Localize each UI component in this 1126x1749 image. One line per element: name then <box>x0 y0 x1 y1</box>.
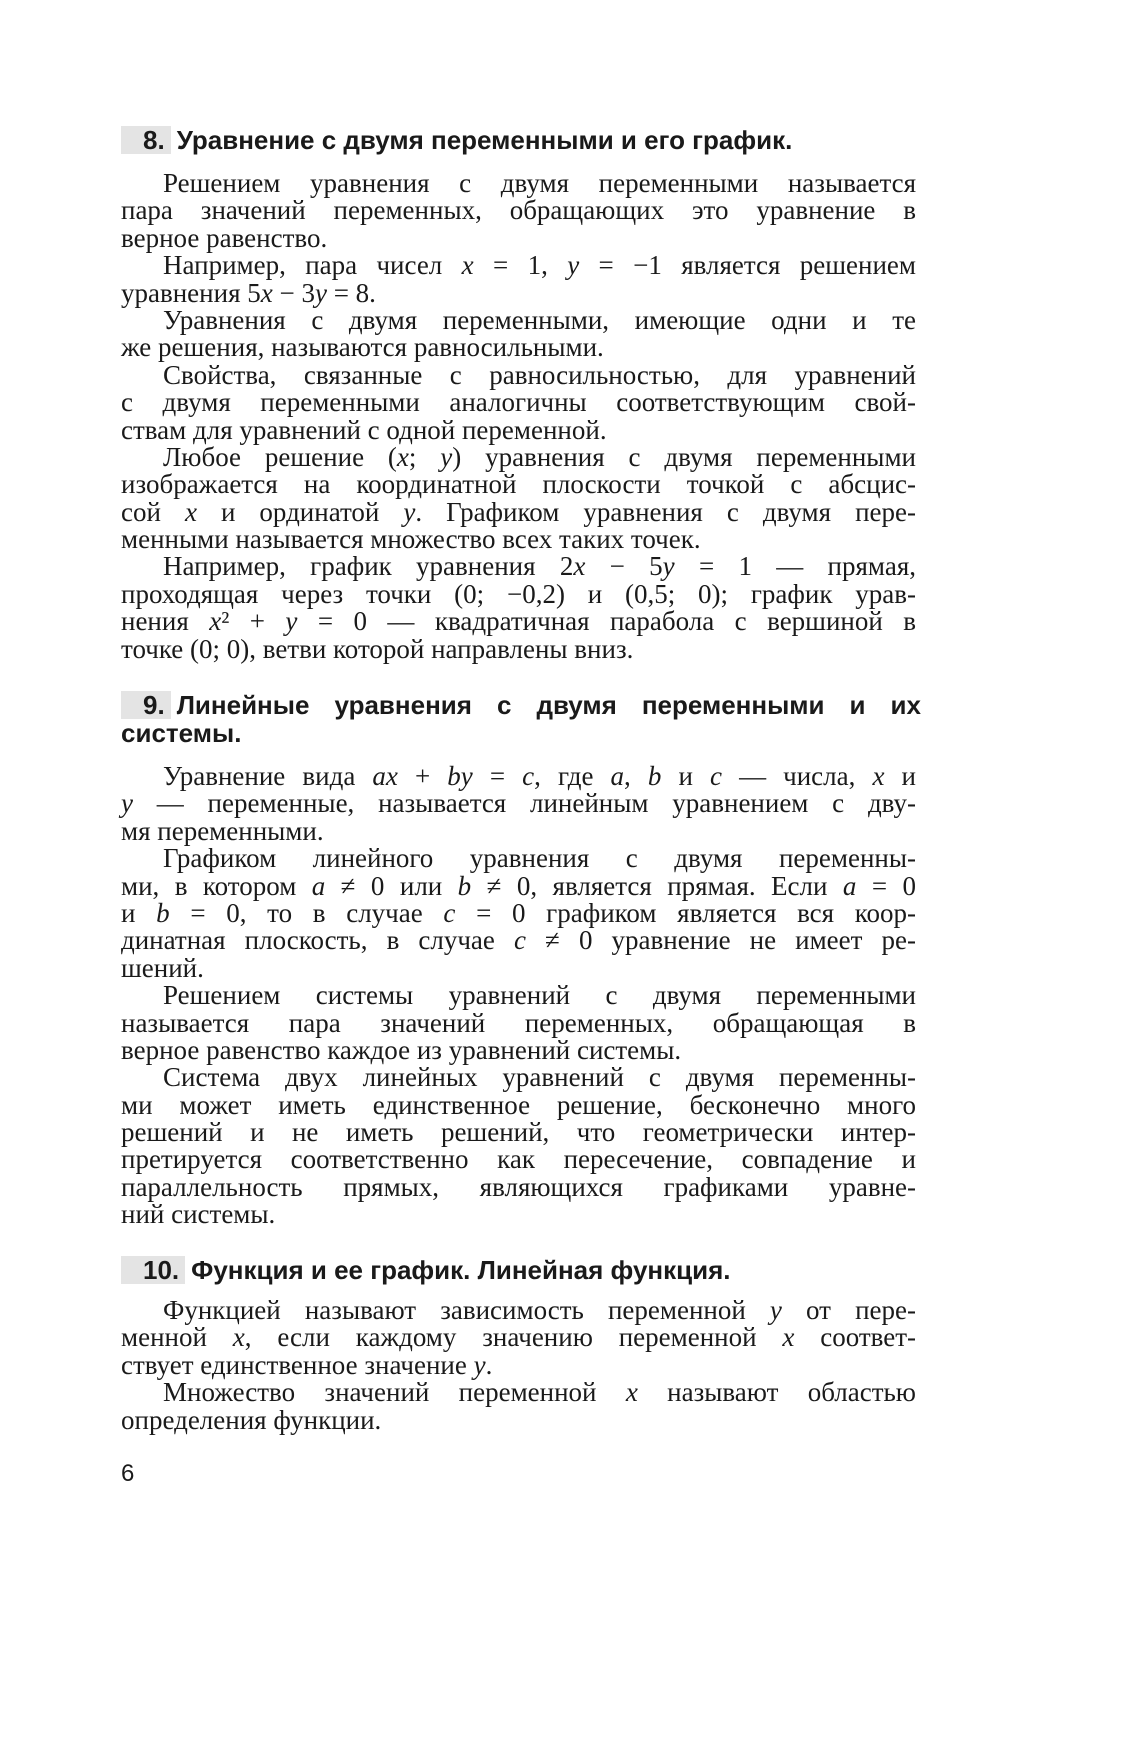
math-variable: y <box>121 788 133 819</box>
math-variable: c <box>522 761 535 791</box>
text-line: параллельность прямых, являющихся графиками уравне- <box>121 1171 916 1202</box>
math-variable: c <box>443 897 456 928</box>
text-line: ми, в котором a ≠ 0 или b ≠ 0, является прямая. Если a = 0 <box>121 870 916 901</box>
section-title: Уравнение с двумя переменными и его график. <box>176 125 793 155</box>
text-line: Уравнение вида ax + by = c, где a, b и c — числа, x и <box>163 761 916 791</box>
text-line: называется пара значений переменных, обращающая в <box>121 1007 916 1038</box>
text-line: Например, пара чисел x = 1, y = −1 является решением <box>163 250 917 281</box>
paragraph <box>121 359 916 445</box>
text-line: Уравнения с двумя переменными, имеющие одни и те <box>163 304 916 335</box>
text-line: претируется соответственно как пересечение, совпадение и <box>121 1144 916 1175</box>
math-variable: a <box>311 870 326 901</box>
math-variable: x <box>209 606 222 637</box>
math-variable: b <box>647 761 662 791</box>
math-variable: a <box>842 870 857 901</box>
text-line: Система двух линейных уравнений с двумя переменны- <box>163 1062 916 1093</box>
section-number: 8. <box>121 126 171 154</box>
text-line: Любое решение (x; y) уравнения с двумя переменными <box>163 441 916 472</box>
text-line: сой x и ординатой y. Графиком уравнения с двумя пере- <box>121 496 916 527</box>
text-line: Множество значений переменной x называют областью <box>163 1377 916 1408</box>
math-variable: x <box>872 761 885 791</box>
text-line: же решения, называются равносильными. <box>121 332 604 363</box>
text-line: Решением уравнения с двумя переменными называется <box>163 168 916 198</box>
section-10-body <box>121 1297 916 1434</box>
text-line: точке (0; 0), ветви которой направлены вниз. <box>121 633 634 664</box>
section-title-line <box>121 126 921 154</box>
paragraph <box>121 1379 916 1434</box>
math-variable: b <box>457 870 472 901</box>
math-variable: by <box>447 761 473 791</box>
math-variable: x <box>396 441 409 472</box>
math-variable: a <box>610 761 625 791</box>
math-variable: x <box>184 496 197 527</box>
section-8-heading <box>121 126 921 154</box>
math-variable: x <box>782 1322 795 1353</box>
text-line: определения функции. <box>121 1404 382 1435</box>
paragraph <box>121 845 916 982</box>
math-variable: x <box>232 1322 245 1353</box>
text-line: и b = 0, то в случае c = 0 графиком является вся коор- <box>121 897 917 928</box>
text-line: Графиком линейного уравнения с двумя переменны- <box>163 843 916 874</box>
text-line: Решением системы уравнений с двумя переменными <box>163 980 916 1011</box>
paragraph <box>121 1064 916 1228</box>
section-title-line <box>121 719 921 747</box>
math-variable: x <box>461 250 474 281</box>
text-line: ний системы. <box>121 1199 276 1230</box>
text-line: менными называется множество всех таких точек. <box>121 524 701 555</box>
text-line: динатная плоскость, в случае c ≠ 0 уравнение не имеет ре- <box>121 925 917 956</box>
paragraph <box>121 252 916 307</box>
section-title: Функция и ее график. Линейная функция. <box>191 1255 731 1285</box>
text-line: с двумя переменными аналогичны соответствующим свой- <box>121 387 916 418</box>
math-variable: y <box>440 441 453 472</box>
text-line: верное равенство каждое из уравнений системы. <box>121 1034 682 1065</box>
math-variable: ax <box>372 761 398 791</box>
math-variable: c <box>710 761 722 791</box>
section-8-body <box>121 170 916 663</box>
math-variable: y <box>769 1295 782 1325</box>
section-9-body <box>121 763 916 1229</box>
section-10-heading <box>121 1256 921 1284</box>
text-line: ми может иметь единственное решение, бесконечно много <box>121 1089 916 1120</box>
text-line: изображается на координатной плоскости точкой с абсцис- <box>121 469 916 500</box>
math-variable: x <box>573 551 586 582</box>
section-number: 10. <box>121 1256 185 1284</box>
math-variable: c <box>513 925 526 956</box>
text-line: нения x² + y = 0 — квадратичная парабола с вершиной в <box>121 606 916 637</box>
paragraph <box>121 763 916 845</box>
page-number: 6 <box>121 1460 135 1487</box>
text-line: Например, график уравнения 2x − 5y = 1 — прямая, <box>163 551 916 582</box>
text-line: уравнения 5x − 3y = 8. <box>121 277 376 308</box>
math-variable: y <box>567 250 580 281</box>
text-line: шений. <box>121 952 204 983</box>
math-variable: x <box>260 277 273 308</box>
section-title: Линейные уравнения с двумя переменными и их <box>176 690 921 720</box>
math-variable: y <box>403 496 416 527</box>
section-title-line <box>121 691 921 719</box>
text-line: проходящая через точки (0; −0,2) и (0,5; 0); график урав- <box>121 578 916 609</box>
paragraph <box>121 553 916 663</box>
text-line: пара значений переменных, обращающих это уравнение в <box>121 195 916 226</box>
text-line: верное равенство. <box>121 222 328 253</box>
text-line: решений и не иметь решений, что геометрически интер- <box>121 1117 916 1148</box>
text-line: Свойства, связанные с равносильностью, для уравнений <box>163 359 916 390</box>
text-line: мя переменными. <box>121 815 324 846</box>
paragraph <box>121 1297 916 1379</box>
math-variable: y <box>285 606 298 637</box>
section-title-line <box>121 1256 921 1284</box>
paragraph <box>121 982 916 1064</box>
paragraph <box>121 170 916 252</box>
text-line: ствам для уравнений с одной переменной. <box>121 414 607 445</box>
math-variable: x <box>625 1377 638 1408</box>
section-number: 9. <box>121 691 171 719</box>
text-line: менной x, если каждому значению переменной x соответ- <box>121 1322 917 1353</box>
section-title: системы. <box>121 718 242 748</box>
math-variable: y <box>314 277 327 308</box>
text-line: y — переменные, называется линейным уравнением с дву- <box>121 788 916 819</box>
text-line: Функцией называют зависимость переменной y от пере- <box>163 1295 916 1325</box>
math-variable: b <box>156 897 170 928</box>
section-9-heading <box>121 691 921 747</box>
paragraph <box>121 441 916 555</box>
paragraph <box>121 304 916 363</box>
text-line: ствует единственное значение y. <box>121 1349 493 1380</box>
math-variable: y <box>662 551 675 582</box>
math-variable: y <box>473 1349 486 1380</box>
